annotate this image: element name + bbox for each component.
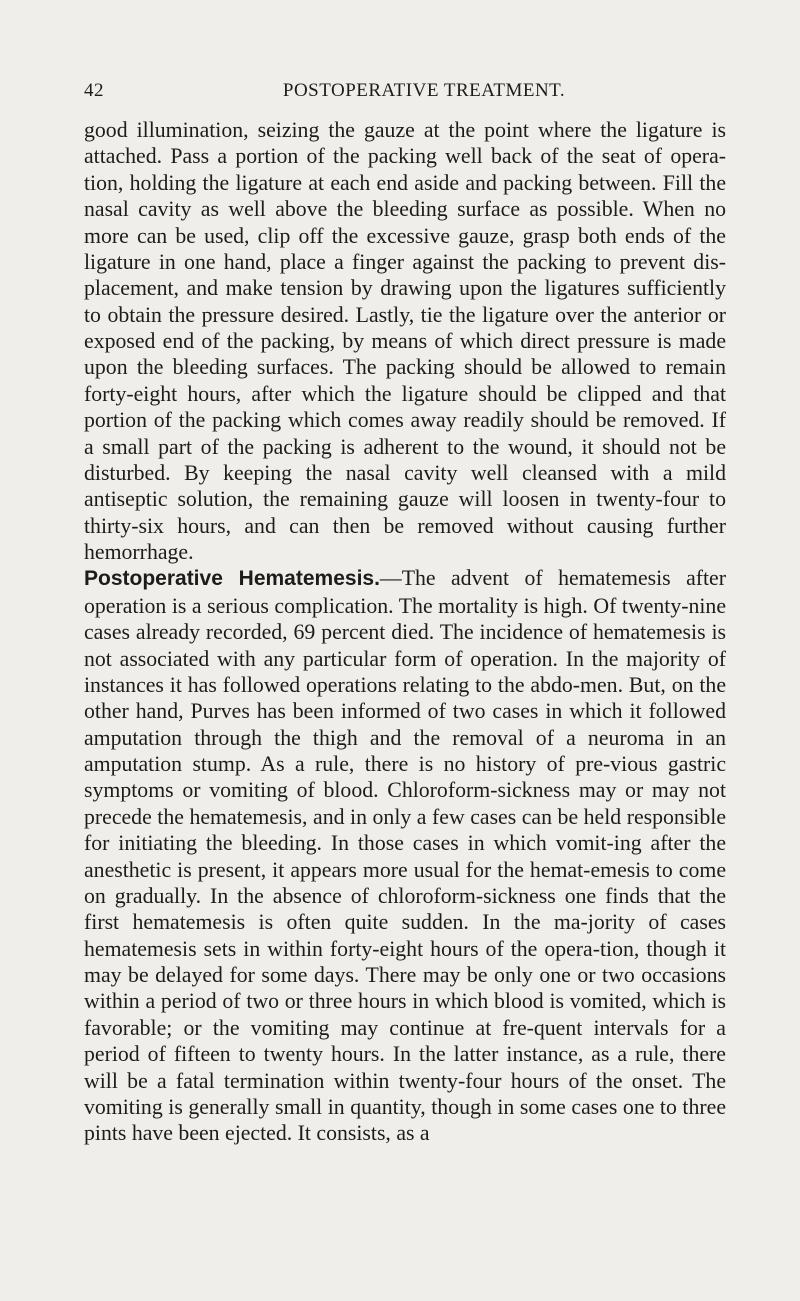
paragraph	[84, 117, 726, 565]
paragraph	[84, 565, 726, 1146]
page-number: 42	[84, 80, 104, 101]
paragraph-text: —The advent of hematemesis after operation is a serious complication. The mortality is high. Of twenty-nine cases already recorded, 69 percent died. The incidence of hematemesis is not associated with any particular form of operation. In the majority of instances it has followed operations relating to the abdo-men. But, on the other hand, Purves has been informed of two cases in which it followed amputation through the thigh and the removal of a neuroma in an amputation stump. As a rule, there is no history of pre-vious gastric symptoms or vomiting of blood. Chloroform-sickness may or may not precede the hematemesis, and in only a few cases can be held responsible for initiating the bleeding. In those cases in which vomit-ing after the anesthetic is present, it appears more usual for the hemat-emesis to come on gradually. In the absence of chloroform-sickness one finds that the first hematemesis is often quite sudden. In the ma-jority of cases hematemesis sets in within forty-eight hours of the opera-tion, though it may be delayed for some days. There may be only one or two occasions within a period of two or three hours in which blood is vomited, which is favorable; or the vomiting may continue at fre-quent intervals for a period of fifteen to twenty hours. In the latter instance, as a rule, there will be a fatal termination within twenty-four hours of the onset. The vomiting is generally small in quantity, though in some cases one to three pints have been ejected. It consists, as a	[84, 566, 726, 1146]
body-text	[84, 117, 726, 1147]
paragraph-text: good illumination, seizing the gauze at the point where the ligature is attached. Pass a portion of the packing well back of the seat of opera-tion, holding the ligature at each end aside and packing between. Fill the nasal cavity as well above the bleeding surface as possible. When no more can be used, clip off the excessive gauze, grasp both ends of the ligature in one hand, place a finger against the packing to prevent dis-placement, and make tension by drawing upon the ligatures sufficiently to obtain the pressure desired. Lastly, tie the ligature over the anterior or exposed end of the packing, by means of which direct pressure is made upon the bleeding surfaces. The packing should be allowed to remain forty-eight hours, after which the ligature should be clipped and that portion of the packing which comes away readily should be removed. If a small part of the packing is adherent to the wound, it should not be disturbed. By keeping the nasal cavity well cleansed with a mild antiseptic solution, the remaining gauze will loosen in twenty-four to thirty-six hours, and can then be removed without causing further hemorrhage.	[84, 118, 726, 564]
running-title: POSTOPERATIVE TREATMENT.	[282, 80, 566, 101]
section-heading: Postoperative Hematemesis.	[84, 567, 380, 591]
page-header	[84, 80, 724, 110]
